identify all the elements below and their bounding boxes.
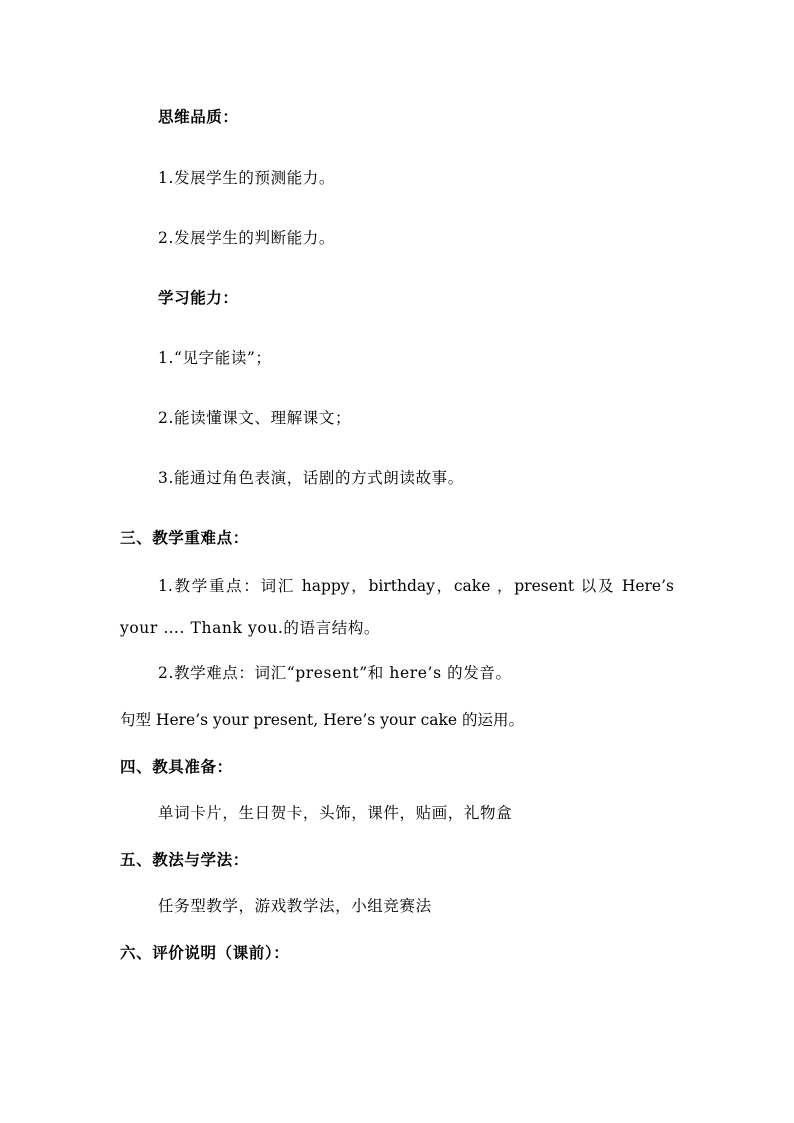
key-point-line-2: your …. Thank you.的语言结构。	[120, 619, 381, 637]
key-point-line-1: 1.教学重点：词汇 happy，birthday，cake ，present 以及 Here’s	[158, 577, 674, 595]
section-3-heading: 三、教学重难点：	[120, 528, 249, 547]
learning-ability-heading: 学习能力：	[158, 288, 239, 307]
learning-item-3: 3.能通过角色表演，话剧的方式朗读故事。	[158, 469, 464, 487]
section-4-heading: 四、教具准备：	[120, 757, 233, 776]
thinking-item-1: 1.发展学生的预测能力。	[158, 169, 335, 187]
learning-item-2: 2.能读懂课文、理解课文；	[158, 409, 352, 427]
difficulty-line-2: 句型 Here’s your present, Here’s your cake 的运用。	[120, 711, 525, 729]
thinking-quality-heading: 思维品质：	[158, 107, 239, 126]
materials-list: 单词卡片，生日贺卡，头饰，课件，贴画，礼物盒	[158, 804, 513, 822]
section-5-heading: 五、教法与学法：	[120, 850, 249, 869]
difficulty-line-1: 2.教学难点：词汇“present”和 here’s 的发音。	[158, 664, 512, 682]
section-6-heading: 六、评价说明（课前）：	[120, 943, 290, 962]
learning-item-1: 1.“见字能读”；	[158, 349, 272, 367]
thinking-item-2: 2.发展学生的判断能力。	[158, 229, 335, 247]
methods-list: 任务型教学，游戏教学法，小组竞赛法	[158, 897, 432, 915]
